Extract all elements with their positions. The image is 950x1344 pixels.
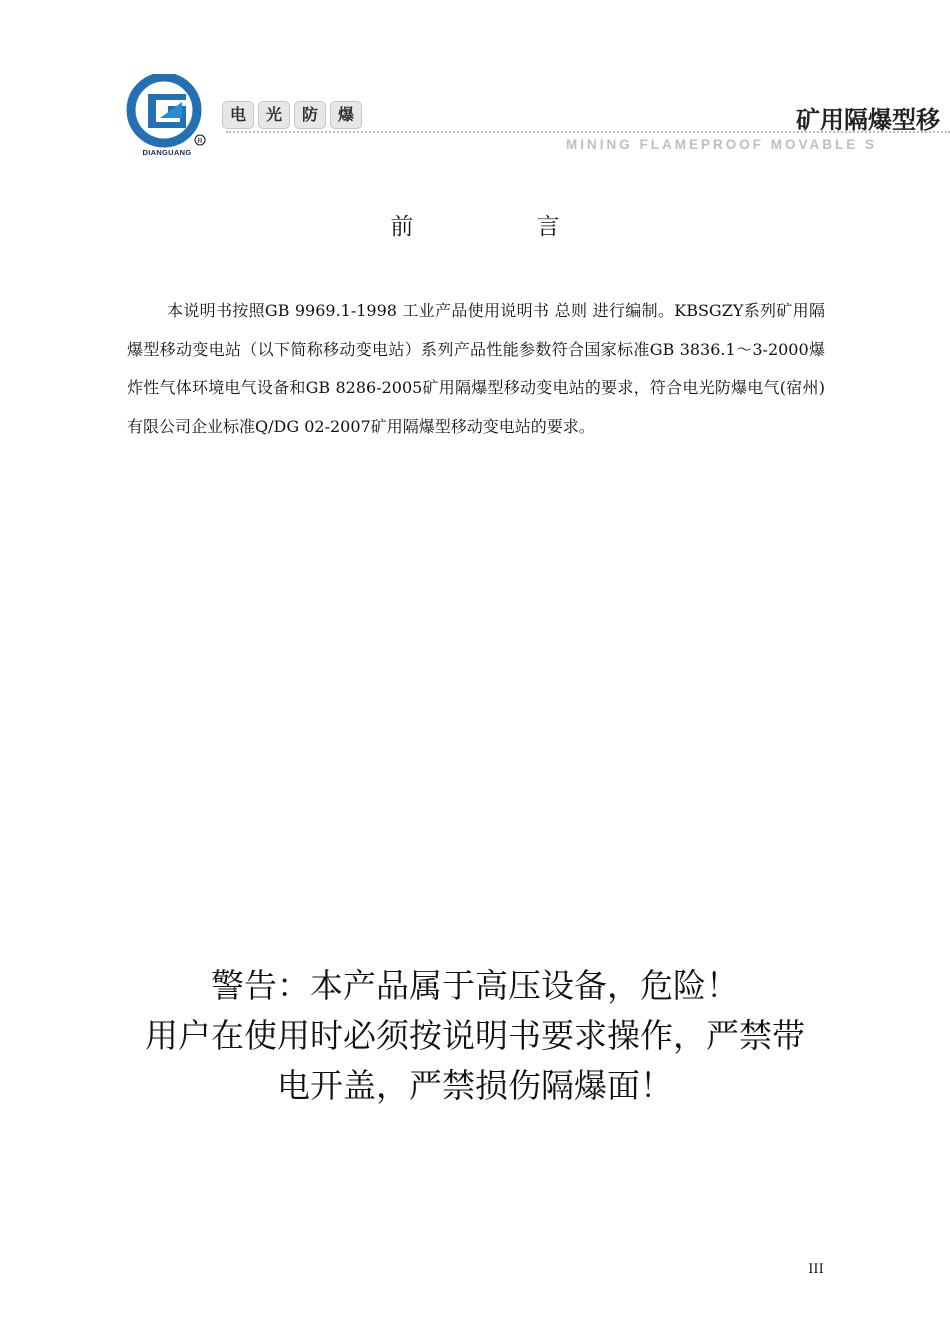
header-divider xyxy=(226,131,950,133)
brand-char-badge: 光 xyxy=(258,101,290,129)
warning-line: 电开盖，严禁损伤隔爆面！ xyxy=(277,1066,673,1105)
svg-text:R: R xyxy=(197,138,203,145)
warning-line: 用户在使用时必须按说明书要求操作，严禁带 xyxy=(145,1016,805,1055)
logo-brand-text: DIANGUANG xyxy=(142,148,192,157)
preface-paragraph: 本说明书按照GB 9969.1-1998 工业产品使用说明书 总则 进行编制。KBSGZY系列矿用隔爆型移动变电站（以下简称移动变电站）系列产品性能参数符合国家标准GB 3836.1～3-2000爆炸性气体环境电气设备和GB 8286-2005矿用隔爆型移动变电站的要求，符合电光防爆电气(宿州)有限公司企业标准Q/DG 02-2007矿用隔爆型移动变电站的要求。 xyxy=(127,301,825,436)
brand-char-badge: 防 xyxy=(294,101,326,129)
page-header xyxy=(0,0,950,170)
header-title-cn: 矿用隔爆型移 xyxy=(796,106,940,134)
safety-warning xyxy=(110,961,840,1111)
preface-title: 前 言 xyxy=(390,214,618,240)
page-number: III xyxy=(808,1262,824,1277)
header-title-en: MINING FLAMEPROOF MOVABLE S xyxy=(566,137,877,152)
brand-chinese-name xyxy=(222,101,362,129)
brand-char-badge: 爆 xyxy=(330,101,362,129)
warning-line: 警告：本产品属于高压设备，危险！ xyxy=(211,966,739,1005)
brand-char-badge: 电 xyxy=(222,101,254,129)
